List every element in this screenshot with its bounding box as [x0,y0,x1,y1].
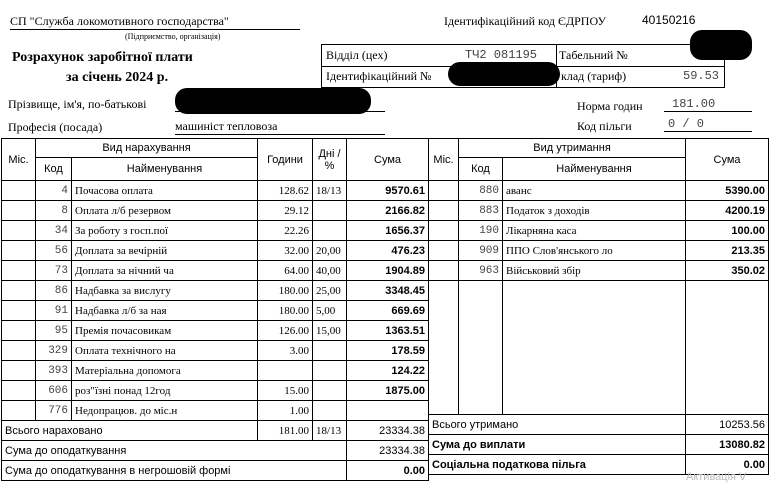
deduction-sum [686,376,769,395]
accrual-days [313,341,347,361]
accrual-days [313,401,347,421]
accruals-col-sum: Сума [347,139,429,181]
accrual-row [2,241,429,261]
accrual-hours: 3.00 [258,341,313,361]
deductions-title: Вид утримання [459,139,686,158]
deduction-code: 190 [459,221,503,241]
doc-title-line1: Розрахунок заробітної плати [12,50,193,65]
accrual-code: 8 [36,201,72,221]
deduction-mis [429,338,459,357]
accrual-mis [2,401,36,421]
accrual-code: 4 [36,181,72,201]
deduction-sum [686,395,769,415]
accruals-total-sum: 23334.38 [347,421,429,441]
deduction-code [459,300,503,319]
accrual-sum: 1875.00 [347,381,429,401]
accrual-sum: 1363.51 [347,321,429,341]
deduction-mis [429,357,459,376]
deduction-mis [429,241,459,261]
accruals-total-label: Всього нараховано [2,421,258,441]
accrual-days: 5,00 [313,301,347,321]
accrual-sum: 476.23 [347,241,429,261]
accrual-days [313,381,347,401]
social-benefit-sum: 0.00 [686,455,769,475]
deduction-code [459,395,503,415]
deduction-mis [429,221,459,241]
norm-label: Норма годин [577,99,643,113]
deduction-name: аванс [503,181,686,201]
deduction-mis [429,201,459,221]
accrual-hours: 128.62 [258,181,313,201]
deduction-code [459,376,503,395]
accruals-total-days: 18/13 [313,421,347,441]
deduction-name: ППО Слов'янського ло [503,241,686,261]
accruals-title: Вид нарахування [36,139,258,158]
deductions-total-label: Всього утримано [429,415,686,435]
payout-sum: 13080.82 [686,435,769,455]
deduction-row [429,357,769,376]
deduction-name [503,357,686,376]
accrual-mis [2,321,36,341]
accrual-hours: 22.26 [258,221,313,241]
deduction-name: Податок з доходів [503,201,686,221]
accrual-hours: 29.12 [258,201,313,221]
norm-value: 181.00 [664,97,752,112]
deduction-row [429,241,769,261]
accruals-col-code: Код [36,158,72,181]
dept-label: Відділ (цех) [326,48,388,62]
accruals-total-hours: 181.00 [258,421,313,441]
accrual-row [2,341,429,361]
accrual-row [2,301,429,321]
deduction-row [429,395,769,415]
accrual-mis [2,261,36,281]
accrual-name: Надбавка л/б за ная [72,301,258,321]
accrual-name: Доплата за вечірній [72,241,258,261]
taxable-label: Сума до оподаткування [2,441,347,461]
deduction-mis [429,181,459,201]
accrual-hours: 1.00 [258,401,313,421]
accrual-name: роз"їзні понад 12год [72,381,258,401]
accrual-days [313,201,347,221]
redacted-tab-number [690,30,752,60]
accrual-row [2,281,429,301]
deductions-total-sum: 10253.56 [686,415,769,435]
deduction-name [503,319,686,338]
accrual-row [2,201,429,221]
redacted-id-number [448,62,560,86]
accrual-row [2,321,429,341]
accrual-sum: 669.69 [347,301,429,321]
deduction-code: 963 [459,261,503,281]
accrual-name: Премія почасовикам [72,321,258,341]
benefit-label: Код пільги [577,119,632,133]
deduction-sum [686,281,769,301]
deduction-name [503,376,686,395]
edrpou-value: 40150216 [642,13,696,27]
edrpou-label: Ідентифікаційний код ЄДРПОУ [444,14,606,28]
deduction-code [459,338,503,357]
accrual-hours: 64.00 [258,261,313,281]
accruals-col-days: Дні / % [313,139,347,181]
profession-label: Професія (посада) [8,120,103,134]
deduction-row [429,181,769,201]
deduction-sum: 213.35 [686,241,769,261]
profession-value: машиніст тепловоза [175,119,385,135]
accrual-hours: 32.00 [258,241,313,261]
deduction-sum: 4200.19 [686,201,769,221]
accrual-mis [2,301,36,321]
accrual-sum: 1656.37 [347,221,429,241]
deduction-code [459,281,503,301]
accrual-days [313,361,347,381]
id-label: Ідентифікаційний № [326,69,432,83]
payout-label: Сума до виплати [429,435,686,455]
accrual-code: 56 [36,241,72,261]
deduction-row [429,201,769,221]
accrual-name: Недопрацюв. до міс.н [72,401,258,421]
accrual-code: 393 [36,361,72,381]
accrual-row [2,221,429,241]
deduction-code [459,357,503,376]
deduction-row [429,221,769,241]
accrual-row [2,261,429,281]
org-caption: (Підприємство, організація) [125,32,221,41]
deduction-name [503,338,686,357]
accrual-code: 776 [36,401,72,421]
deduction-sum: 100.00 [686,221,769,241]
accrual-row [2,401,429,421]
accrual-code: 329 [36,341,72,361]
deduction-name: Військовий збір [503,261,686,281]
org-name-text: СП "Служба локомотивного господарства" [10,14,229,28]
accrual-mis [2,341,36,361]
deduction-name [503,395,686,415]
accrual-mis [2,201,36,221]
deduction-sum: 350.02 [686,261,769,281]
deduction-code: 883 [459,201,503,221]
tab-label: Табельний № [559,48,628,62]
accrual-name: Матеріальна допомога [72,361,258,381]
accruals-col-name: Найменування [72,158,258,181]
accrual-days: 40,00 [313,261,347,281]
deduction-code [459,319,503,338]
accrual-days: 15,00 [313,321,347,341]
salary-value: 59.53 [683,69,720,83]
accrual-sum: 124.22 [347,361,429,381]
deduction-row [429,261,769,281]
deduction-row [429,376,769,395]
deduction-name [503,300,686,319]
deduction-mis [429,319,459,338]
deduction-mis [429,376,459,395]
taxable-sum: 23334.38 [347,441,429,461]
deduction-code: 909 [459,241,503,261]
accrual-code: 91 [36,301,72,321]
nonmoney-sum: 0.00 [347,461,429,481]
accrual-days [313,221,347,241]
doc-title-line2: за січень 2024 р. [66,70,169,85]
deductions-col-name: Найменування [503,158,686,181]
accrual-sum [347,401,429,421]
accrual-sum: 1904.89 [347,261,429,281]
accrual-mis [2,221,36,241]
org-name [10,14,300,30]
accrual-code: 34 [36,221,72,241]
benefit-value: 0 / 0 [664,117,752,132]
accrual-hours [258,361,313,381]
accrual-code: 95 [36,321,72,341]
deduction-mis [429,261,459,281]
accrual-days: 25,00 [313,281,347,301]
deductions-table [428,138,769,475]
accrual-mis [2,381,36,401]
social-benefit-label: Соціальна податкова пільга [429,455,686,475]
accrual-hours: 180.00 [258,281,313,301]
deduction-mis [429,300,459,319]
accrual-mis [2,241,36,261]
accrual-sum: 9570.61 [347,181,429,201]
accrual-name: За роботу з госп.пої [72,221,258,241]
deduction-code: 880 [459,181,503,201]
accrual-row [2,181,429,201]
deduction-name [503,281,686,301]
accrual-hours: 180.00 [258,301,313,321]
deduction-row [429,319,769,338]
accrual-days: 20,00 [313,241,347,261]
nonmoney-label: Сума до оподаткування в негрошовій формі [2,461,347,481]
accrual-sum: 3348.45 [347,281,429,301]
deduction-sum [686,357,769,376]
activation-watermark: Активація V [686,471,747,483]
accruals-col-hours: Години [258,139,313,181]
deduction-sum [686,319,769,338]
accrual-mis [2,181,36,201]
accruals-table [1,138,429,481]
deduction-row [429,338,769,357]
accrual-code: 606 [36,381,72,401]
deductions-col-sum: Сума [686,139,769,181]
accrual-name: Надбавка за вислугу [72,281,258,301]
deduction-row [429,281,769,301]
accrual-row [2,381,429,401]
deductions-col-code: Код [459,158,503,181]
deductions-col-mis: Міс. [429,139,459,181]
accrual-row [2,361,429,381]
accrual-name: Оплата л/б резервом [72,201,258,221]
deduction-mis [429,281,459,301]
deduction-name: Лікарняна каса [503,221,686,241]
deduction-sum [686,338,769,357]
dept-value: ТЧ2 081195 [465,48,538,62]
name-label: Прізвище, ім'я, по-батькові [8,97,147,111]
accrual-mis [2,361,36,381]
accrual-hours: 15.00 [258,381,313,401]
accrual-name: Почасова оплата [72,181,258,201]
tab-box-divider [555,66,724,67]
accrual-sum: 178.59 [347,341,429,361]
deduction-sum [686,300,769,319]
deduction-sum: 5390.00 [686,181,769,201]
accrual-name: Доплата за нічний ча [72,261,258,281]
deduction-row [429,300,769,319]
accrual-days: 18/13 [313,181,347,201]
name-line [175,111,385,112]
accrual-code: 86 [36,281,72,301]
accrual-code: 73 [36,261,72,281]
accrual-sum: 2166.82 [347,201,429,221]
salary-label: клад (тариф) [561,69,627,83]
deduction-mis [429,395,459,415]
accrual-name: Оплата технічного на [72,341,258,361]
accrual-mis [2,281,36,301]
accrual-hours: 126.00 [258,321,313,341]
accruals-col-mis: Міс. [2,139,36,181]
